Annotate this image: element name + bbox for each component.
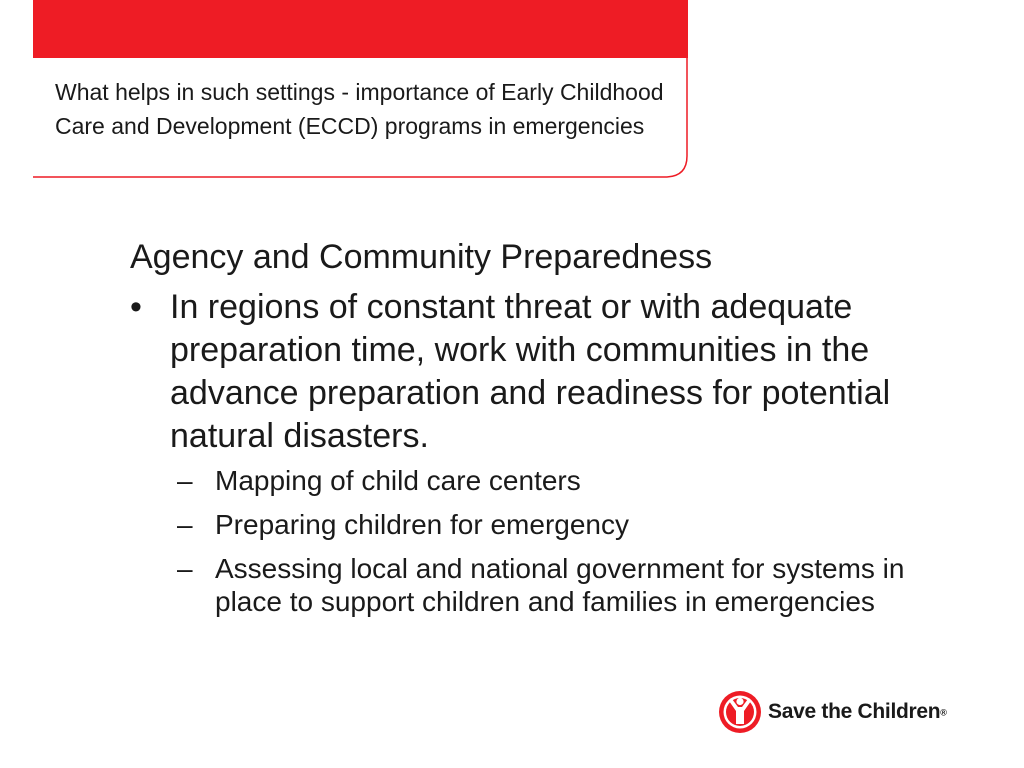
sub-item-text: Preparing children for emergency [215,509,629,540]
sub-item-text: Assessing local and national government for systems in place to support children and families in emergencies [215,553,905,617]
sub-marker: – [177,509,193,540]
save-the-children-logo-icon [718,690,762,734]
bullet-marker: • [130,288,142,326]
sub-item [177,552,910,618]
sub-item [177,508,910,541]
logo-text [768,700,947,724]
section-heading: Agency and Community Preparedness [130,238,713,276]
sub-item [177,464,910,497]
bullet-item [130,286,910,458]
sub-marker: – [177,465,193,496]
logo-name: Save the Children [768,700,941,723]
title-box [33,58,688,178]
bullet-text: In regions of constant threat or with adequate preparation time, work with communities in the advance preparation and readiness for potential natural disasters. [170,288,891,455]
sub-marker: – [177,553,193,584]
slide-content [130,234,910,629]
save-the-children-logo [718,686,963,738]
slide-title: What helps in such settings - importance of Early Childhood Care and Development (ECCD) programs in emergencies [55,79,664,139]
logo-registered-mark: ® [940,707,947,718]
header-red-bar [33,0,688,58]
sub-item-text: Mapping of child care centers [215,465,581,496]
sub-list [130,464,910,618]
